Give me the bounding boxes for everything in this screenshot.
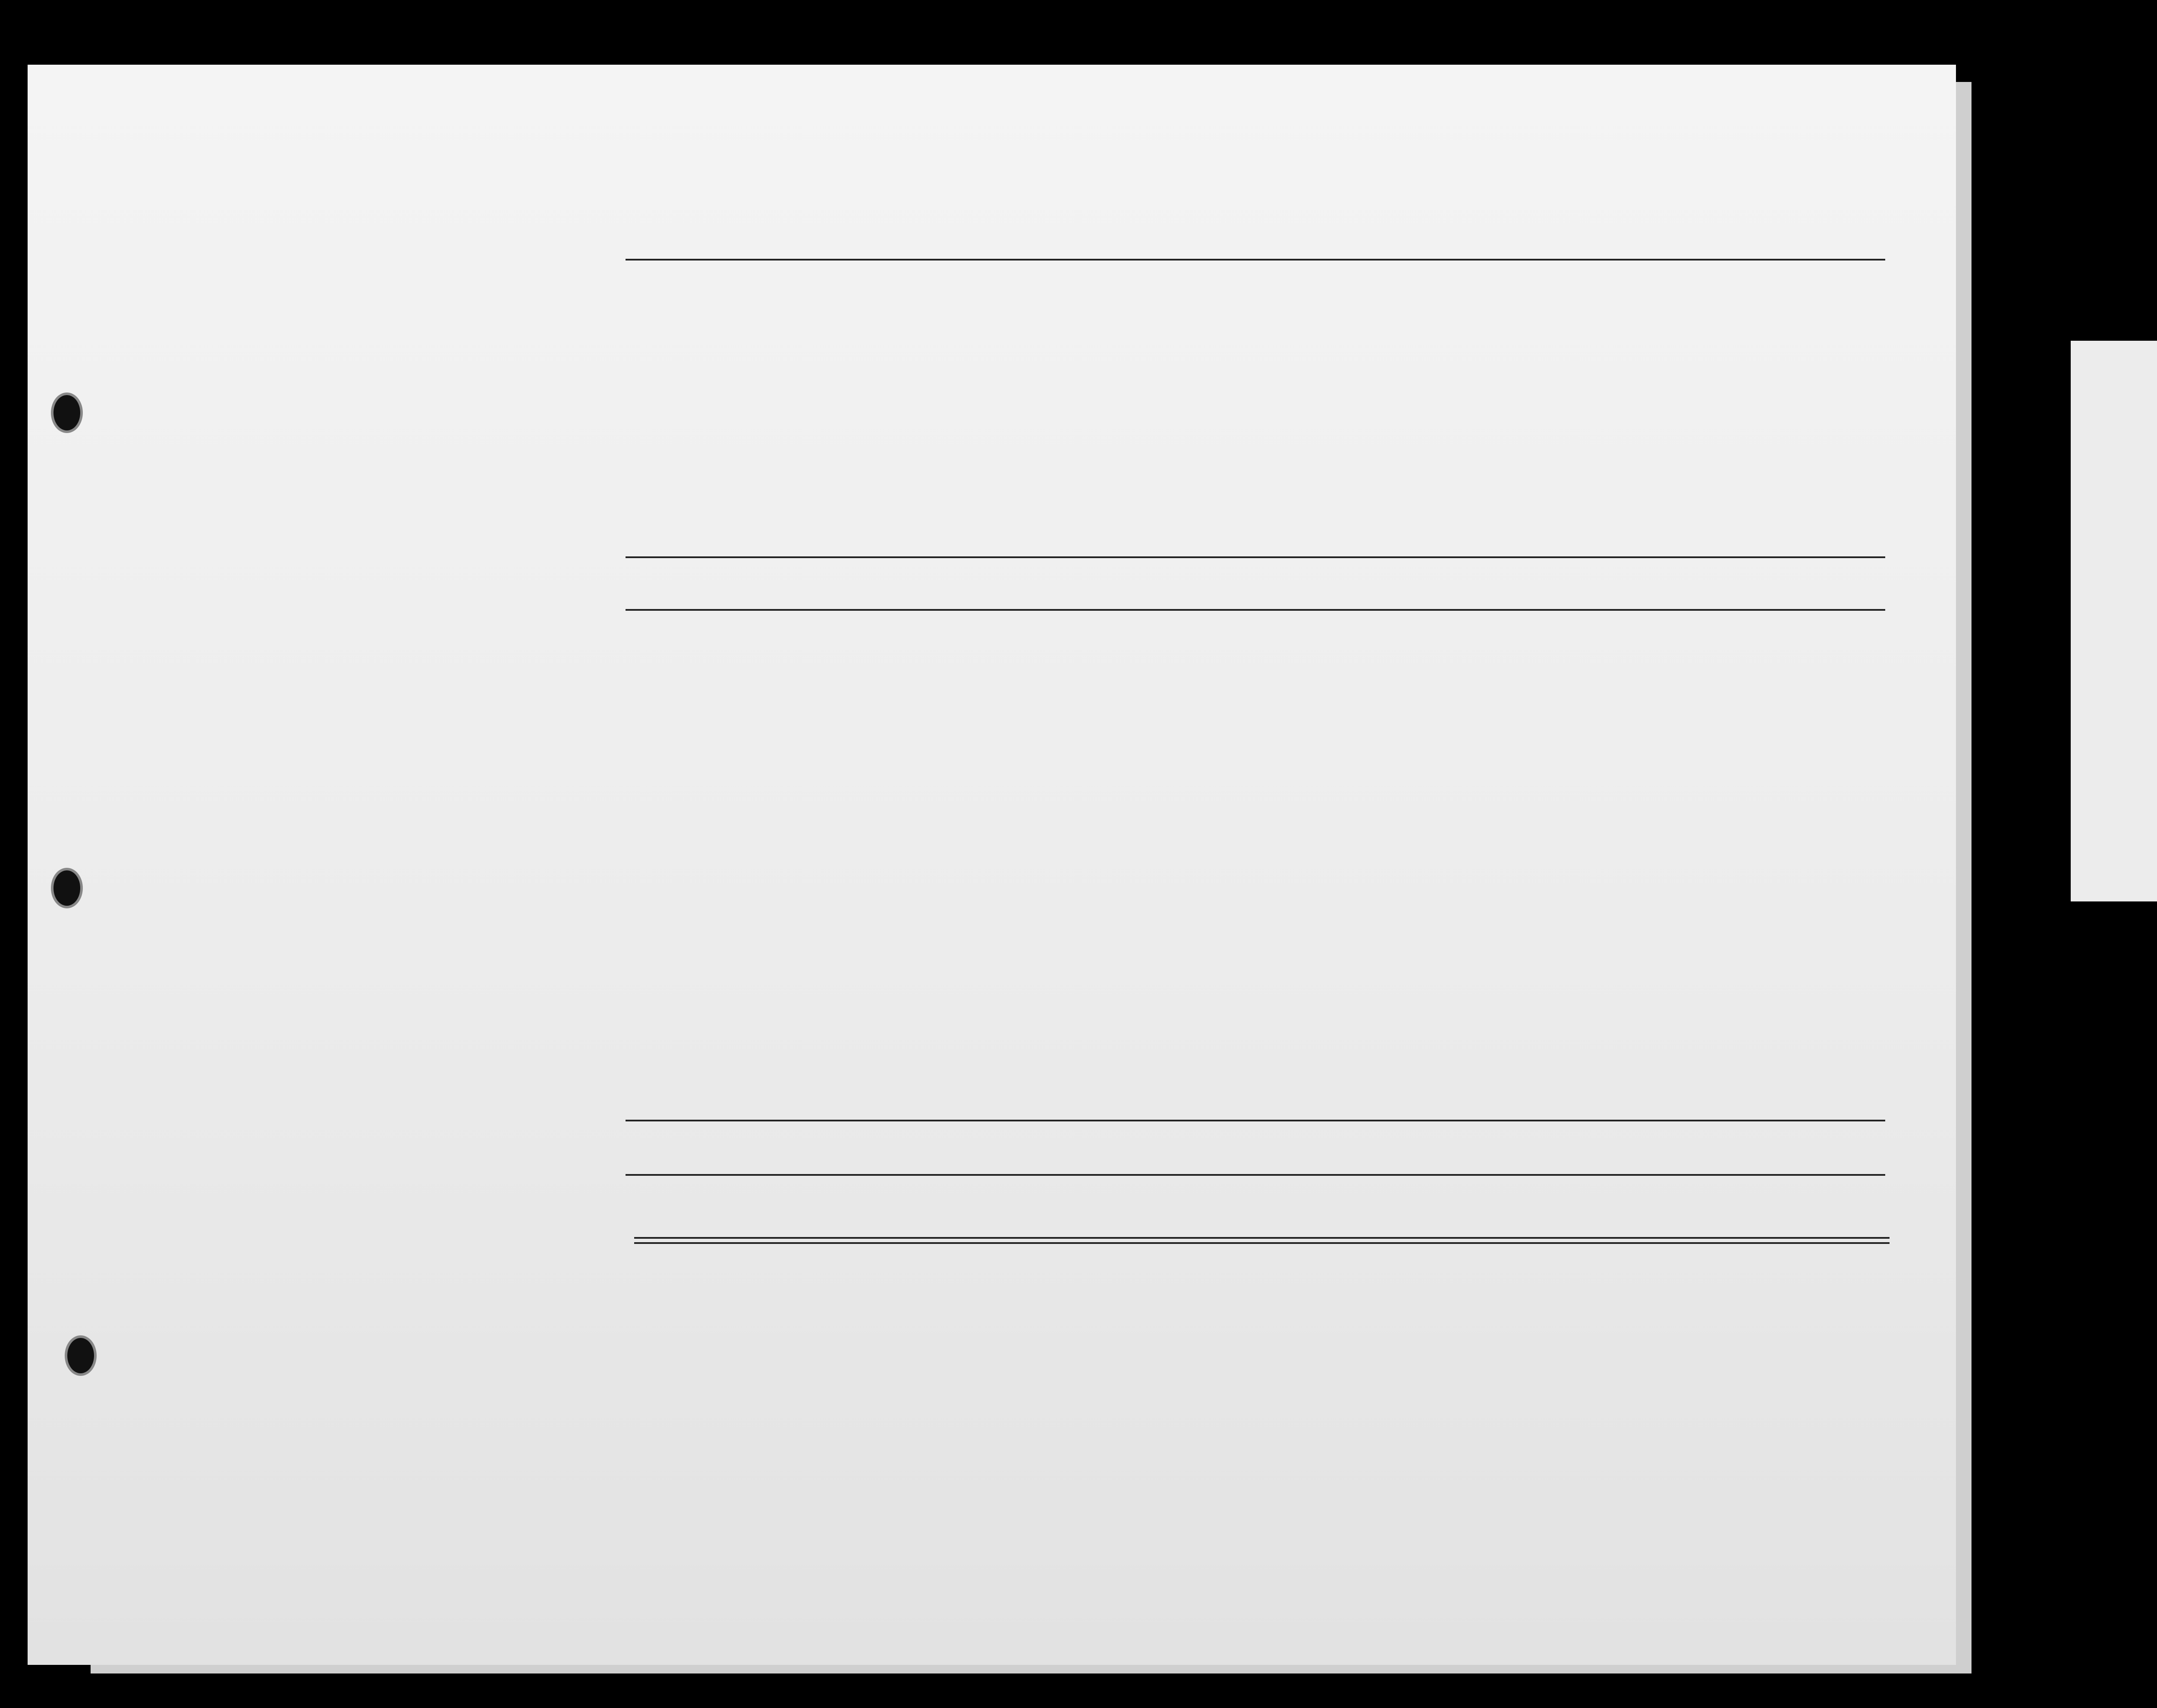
total-rule (626, 1174, 1885, 1176)
punch-hole (65, 1335, 97, 1376)
subtotal-rule (626, 1120, 1885, 1121)
document-page (28, 65, 1956, 1665)
punch-hole (51, 868, 83, 908)
punch-hole (51, 392, 83, 433)
subtotal-rule (626, 556, 1885, 558)
double-rule (634, 1242, 1890, 1244)
archive-label-card (2071, 341, 2157, 901)
archive-citation (2092, 392, 2157, 841)
header-rule (626, 259, 1885, 261)
total-rule (626, 609, 1885, 611)
double-rule (634, 1237, 1890, 1239)
